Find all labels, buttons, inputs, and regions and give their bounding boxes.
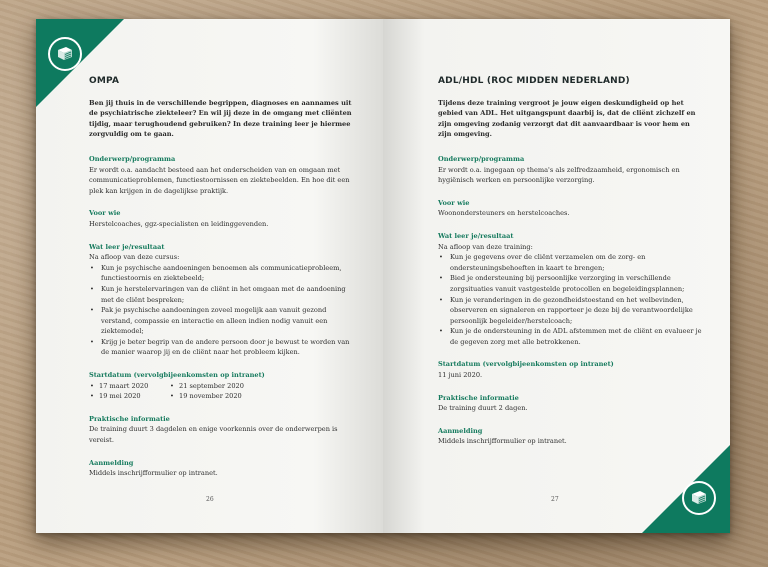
list-item: • Kun je psychische aandoeningen benoemen als communicatieprobleem, functiestoornis en ziektebeeld;: [99, 263, 354, 284]
date-item: • 17 maart 2020: [89, 381, 169, 392]
page-number: 27: [551, 496, 559, 503]
left-page: [36, 19, 383, 533]
list-item: • Pak je psychische aandoeningen zoveel mogelijk aan vanuit gezond verstand, compassie en interactie en alleen indien nodig vanuit een ziektemodel;: [99, 305, 354, 337]
list-lead: Na afloop van deze training:: [438, 242, 533, 251]
section-text: De training duurt 3 dagdelen en enige voorkennis over de onderwerpen is vereist.: [89, 425, 338, 445]
section-heading: Startdatum (vervolgbijeenkomsten op intranet): [89, 371, 265, 380]
date-item: • 19 november 2020: [169, 391, 269, 402]
section-text: Middels inschrijfformulier op intranet.: [438, 437, 567, 446]
section-heading: Wat leer je/resultaat: [89, 242, 165, 251]
page-title: ADL/HDL (ROC MIDDEN NEDERLAND): [438, 76, 630, 86]
book-icon: [48, 37, 82, 71]
section-heading: Praktische informatie: [89, 414, 170, 423]
section-heading: Onderwerp/programma: [89, 154, 176, 163]
section-heading: Wat leer je/resultaat: [438, 231, 514, 240]
list-item: • Kun je veranderingen in de gezondheidstoestand en het welbevinden, observeren en signaleren en rapporteer je deze bij de verantwoordelijke persoonlijk begeleider/herstelcoach;: [448, 295, 703, 327]
start-dates: [89, 381, 354, 402]
left-content: [89, 76, 354, 491]
section-text: 11 juni 2020.: [438, 371, 483, 380]
section-heading: Praktische informatie: [438, 393, 519, 402]
section-text: Woonondersteuners en herstelcoaches.: [438, 209, 570, 218]
date-item: • 19 mei 2020: [89, 391, 169, 402]
result-list: [438, 252, 703, 347]
right-content: [438, 76, 703, 459]
open-booklet: [36, 19, 730, 533]
list-item: • Kun je gegevens over de cliënt verzamelen om de zorg- en ondersteuningsbehoeften in kaart te brengen;: [448, 252, 703, 273]
intro-text: Tijdens deze training vergroot je jouw eigen deskundigheid op het gebied van ADL. Het uitgangspunt daarbij is, dat de cliënt zichzelf en zijn omgeving zodanig verzorgt dat dit aanvaardbaar is voor hem en zijn omgeving.: [438, 98, 696, 139]
list-item: • Krijg je beter begrip van de andere persoon door je bewust te worden van de manier waarop jij en de cliënt naar het probleem kijken.: [99, 337, 354, 358]
date-item: • 21 september 2020: [169, 381, 269, 392]
section-heading: Aanmelding: [438, 426, 483, 435]
section-heading: Voor wie: [89, 209, 121, 218]
section-heading: Aanmelding: [89, 458, 134, 467]
section-text: De training duurt 2 dagen.: [438, 404, 528, 413]
list-lead: Na afloop van deze cursus:: [89, 253, 180, 262]
intro-text: Ben jij thuis in de verschillende begrippen, diagnoses en aannames uit de psychiatrische ziekteleer? En wil jij deze in de omgang met cliënten tijdig, maar terughoudend gebruiken? In deze training leer je hiermee zorgvuldig om te gaan.: [89, 98, 352, 139]
section-text: Herstelcoaches, ggz-specialisten en leidinggevenden.: [89, 219, 269, 228]
book-icon: [682, 481, 716, 515]
result-list: [89, 263, 354, 358]
list-item: • Kun je de ondersteuning in de ADL afstemmen met de cliënt en evalueer je de gegeven zorg met alle betrokkenen.: [448, 326, 703, 347]
page-number: 26: [206, 496, 214, 503]
list-item: • Kun je herstelervaringen van de cliënt in het omgaan met de aandoening met de cliënt bespreken;: [99, 284, 354, 305]
right-page: [383, 19, 730, 533]
section-text: Er wordt o.a. ingegaan op thema's als zelfredzaamheid, ergonomisch en hygiënisch werken en persoonlijke verzorging.: [438, 165, 680, 185]
section-text: Middels inschrijfformulier op intranet.: [89, 469, 218, 478]
page-title: OMPA: [89, 76, 120, 86]
section-heading: Onderwerp/programma: [438, 154, 525, 163]
list-item: • Bied je ondersteuning bij persoonlijke verzorging in verschillende zorgsituaties vanuit vastgestelde protocollen en begeleidingsplannen;: [448, 273, 703, 294]
section-heading: Startdatum (vervolgbijeenkomsten op intranet): [438, 360, 614, 369]
section-heading: Voor wie: [438, 198, 470, 207]
section-text: Er wordt o.a. aandacht besteed aan het onderscheiden van en omgaan met communicatieproblemen, functiestoornissen en ziektebeelden. En hoe dit een plek kan krijgen in de dagelijkse praktijk.: [89, 165, 350, 195]
